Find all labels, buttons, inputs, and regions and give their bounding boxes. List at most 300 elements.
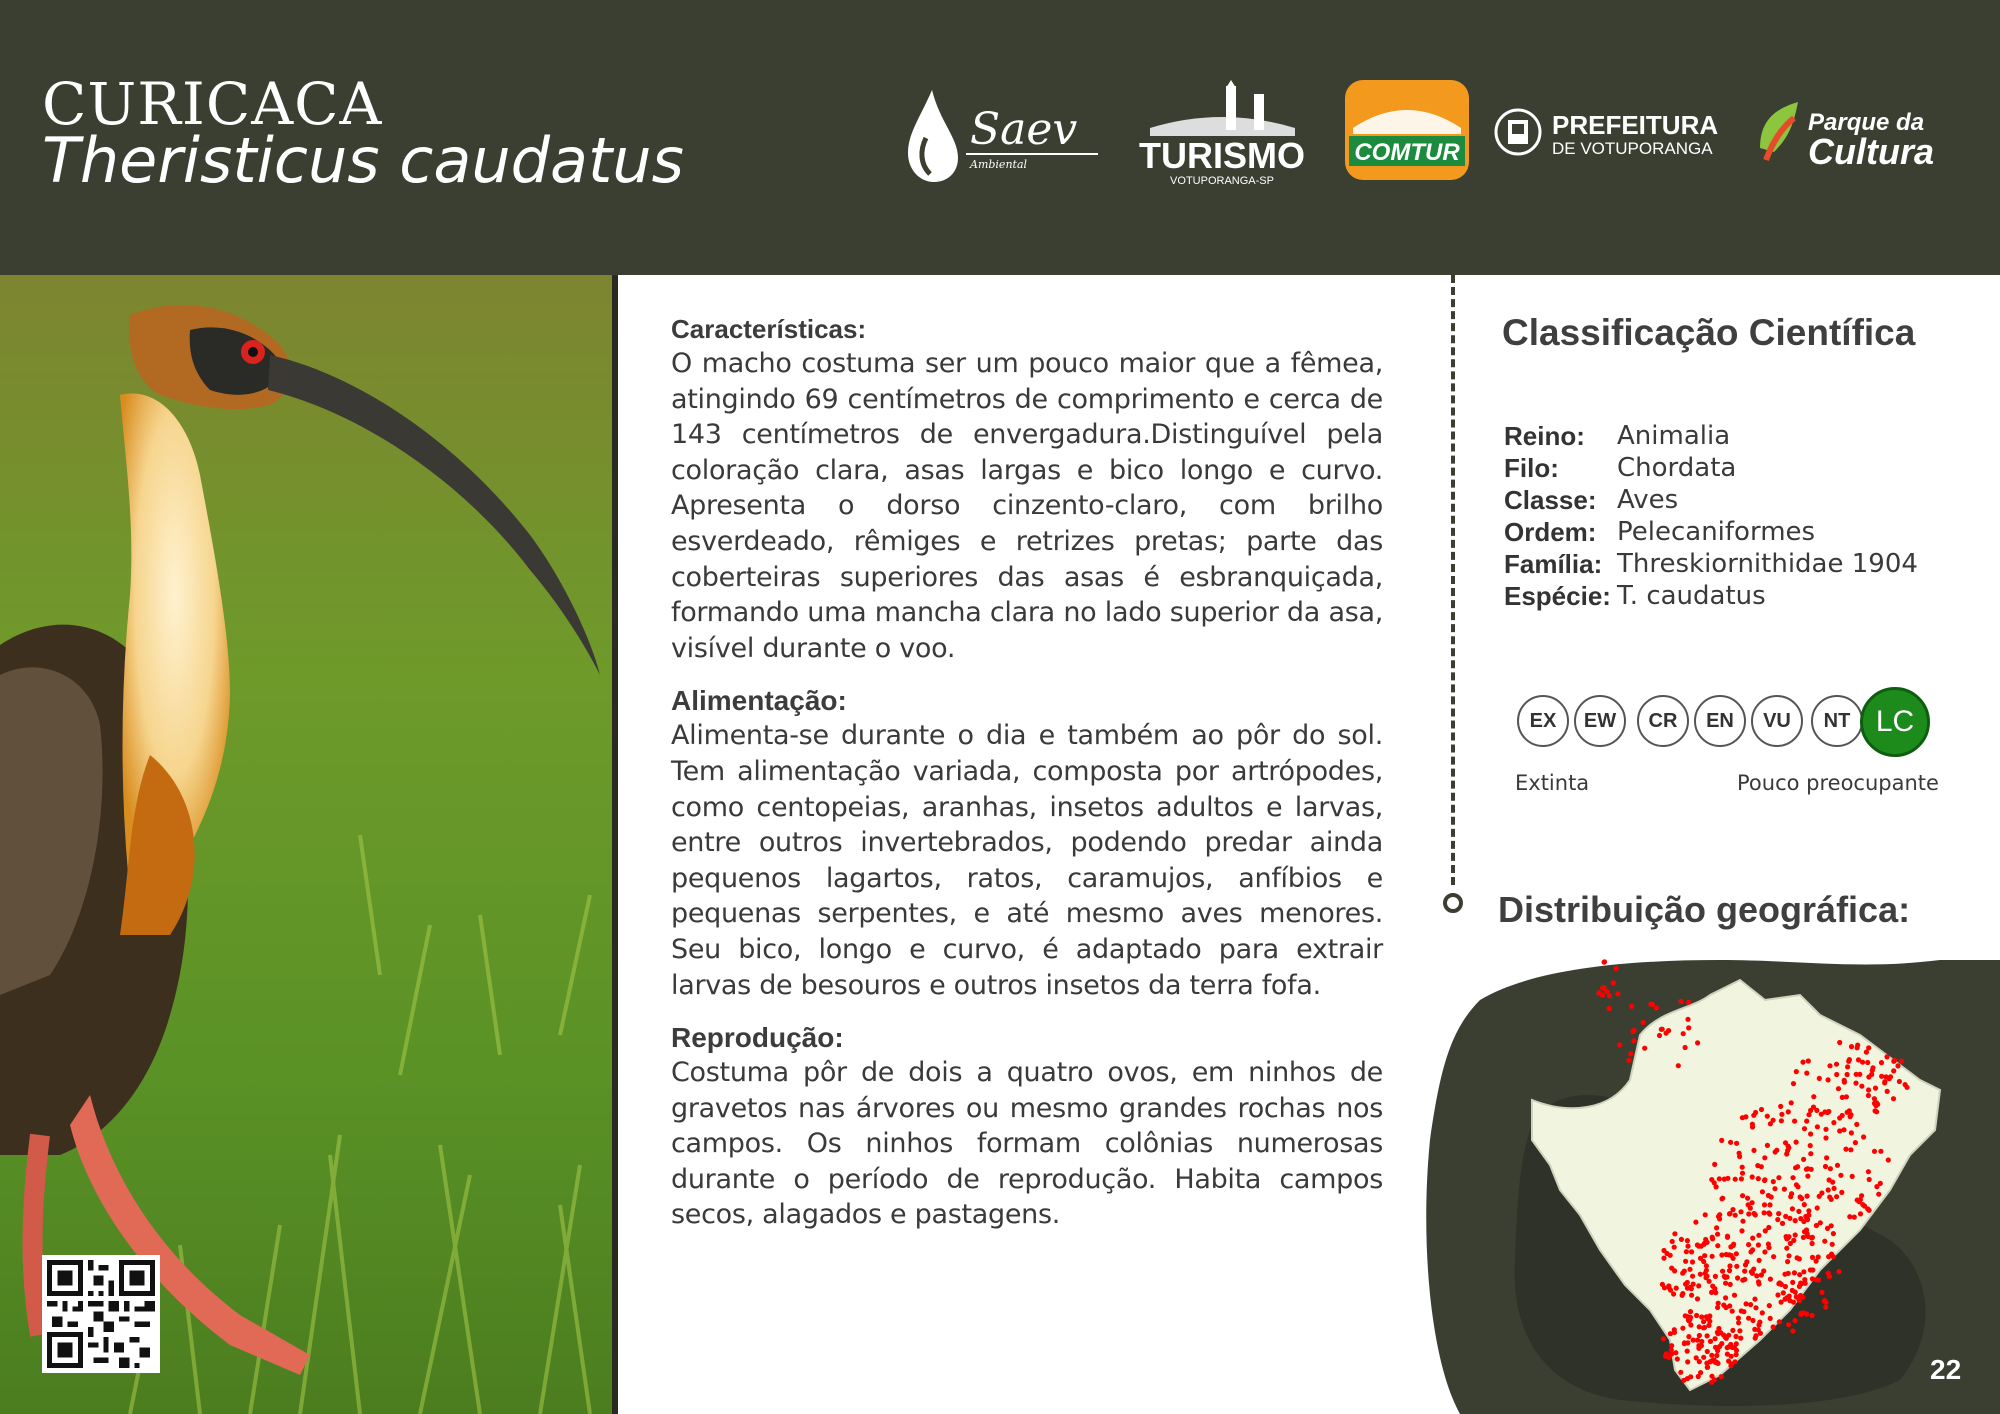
occurrence-point <box>1870 1065 1875 1070</box>
occurrence-point <box>1685 1017 1690 1022</box>
occurrence-point <box>1713 1274 1718 1279</box>
occurrence-point <box>1697 1359 1702 1364</box>
classification-value: Pelecaniformes <box>1617 517 1816 547</box>
occurrence-point <box>1786 1145 1791 1150</box>
occurrence-point <box>1826 1077 1831 1082</box>
occurrence-point <box>1686 1025 1691 1030</box>
occurrence-point <box>1664 1031 1669 1036</box>
occurrence-point <box>1874 1109 1879 1114</box>
occurrence-point <box>1691 1338 1696 1343</box>
occurrence-point <box>1670 1239 1675 1244</box>
occurrence-point <box>1815 1205 1820 1210</box>
occurrence-point <box>1739 1228 1744 1233</box>
occurrence-point <box>1766 1242 1771 1247</box>
occurrence-point <box>1785 1259 1790 1264</box>
occurrence-point <box>1810 1235 1815 1240</box>
occurrence-point <box>1757 1320 1762 1325</box>
occurrence-point <box>1866 1087 1871 1092</box>
occurrence-point <box>1832 1186 1837 1191</box>
occurrence-point <box>1719 1341 1724 1346</box>
occurrence-point <box>1827 1195 1832 1200</box>
occurrence-point <box>1891 1068 1896 1073</box>
occurrence-point <box>1678 1370 1683 1375</box>
occurrence-point <box>1753 1336 1758 1341</box>
occurrence-point <box>1854 1072 1859 1077</box>
occurrence-point <box>1765 1143 1770 1148</box>
occurrence-point <box>1750 1318 1755 1323</box>
occurrence-point <box>1685 1238 1690 1243</box>
classification-key: Filo: <box>1504 453 1559 483</box>
occurrence-point <box>1823 1135 1828 1140</box>
occurrence-point <box>1744 1259 1749 1264</box>
occurrence-point <box>1678 999 1683 1004</box>
occurrence-point <box>1727 1263 1732 1268</box>
prefeitura-logo-text: PREFEITURA <box>1552 110 1719 140</box>
occurrence-point <box>1740 1219 1745 1224</box>
occurrence-point <box>1733 1213 1738 1218</box>
occurrence-point <box>1853 1081 1858 1086</box>
occurrence-point <box>1669 1266 1674 1271</box>
occurrence-point <box>1685 1244 1690 1249</box>
occurrence-point <box>1738 1336 1743 1341</box>
occurrence-point <box>1793 1290 1798 1295</box>
occurrence-point <box>1689 1249 1694 1254</box>
occurrence-point <box>1777 1319 1782 1324</box>
occurrence-point <box>1704 1361 1709 1366</box>
occurrence-point <box>1740 1193 1745 1198</box>
classification-row-ordem <box>1504 516 1918 548</box>
occurrence-point <box>1752 1297 1757 1302</box>
description-column <box>671 312 1383 1251</box>
occurrence-point <box>1728 1282 1733 1287</box>
status-cr-badge: CR <box>1637 695 1689 747</box>
occurrence-point <box>1805 1194 1810 1199</box>
occurrence-point <box>1771 1179 1776 1184</box>
occurrence-point <box>1707 1319 1712 1324</box>
occurrence-point <box>1739 1308 1744 1313</box>
occurrence-point <box>1641 1020 1646 1025</box>
occurrence-point <box>1666 1283 1671 1288</box>
occurrence-point <box>1843 1147 1848 1152</box>
occurrence-point <box>1701 1355 1706 1360</box>
occurrence-point <box>1805 1217 1810 1222</box>
occurrence-point <box>1816 1254 1821 1259</box>
occurrence-point <box>1713 1336 1718 1341</box>
occurrence-point <box>1730 1207 1735 1212</box>
occurrence-point <box>1790 1280 1795 1285</box>
dashed-divider <box>1451 275 1455 885</box>
occurrence-point <box>1631 1038 1636 1043</box>
occurrence-point <box>1776 1175 1781 1180</box>
occurrence-point <box>1864 1050 1869 1055</box>
occurrence-point <box>1628 1051 1633 1056</box>
occurrence-point <box>1797 1272 1802 1277</box>
occurrence-point <box>1891 1096 1896 1101</box>
occurrence-point <box>1737 1154 1742 1159</box>
occurrence-point <box>1817 1076 1822 1081</box>
occurrence-point <box>1827 1063 1832 1068</box>
occurrence-point <box>1891 1059 1896 1064</box>
occurrence-point <box>1779 1118 1784 1123</box>
occurrence-point <box>1848 1147 1853 1152</box>
occurrence-point <box>1685 1280 1690 1285</box>
occurrence-point <box>1715 1243 1720 1248</box>
classification-row-filo <box>1504 452 1918 484</box>
parque-logo-line1: Parque da <box>1808 109 1925 136</box>
occurrence-point <box>1866 1169 1871 1174</box>
occurrence-point <box>1720 1269 1725 1274</box>
classification-row-reino <box>1504 420 1918 452</box>
occurrence-point <box>1710 1284 1715 1289</box>
parque-logo <box>1754 78 1954 188</box>
occurrence-point <box>1885 1089 1890 1094</box>
occurrence-point <box>1743 1114 1748 1119</box>
saev-logo <box>902 78 1104 188</box>
occurrence-point <box>1697 1324 1702 1329</box>
occurrence-point <box>1861 1134 1866 1139</box>
comtur-logo-text: COMTUR <box>1354 139 1460 166</box>
photo-divider <box>612 275 618 1414</box>
occurrence-point <box>1661 1336 1666 1341</box>
occurrence-point <box>1805 1234 1810 1239</box>
occurrence-point <box>1709 1380 1714 1385</box>
classification-key: Espécie: <box>1504 581 1611 611</box>
occurrence-point <box>1761 1268 1766 1273</box>
occurrence-point <box>1767 1202 1772 1207</box>
occurrence-point <box>1845 1064 1850 1069</box>
classification-value: Animalia <box>1617 421 1731 451</box>
occurrence-point <box>1701 1319 1706 1324</box>
occurrence-point <box>1686 1334 1691 1339</box>
occurrence-point <box>1727 1268 1732 1273</box>
occurrence-point <box>1730 1309 1735 1314</box>
occurrence-point <box>1667 1355 1672 1360</box>
classification-row-classe <box>1504 484 1918 516</box>
occurrence-point <box>1819 1112 1824 1117</box>
occurrence-point <box>1831 1120 1836 1125</box>
occurrence-point <box>1897 1079 1902 1084</box>
occurrence-point <box>1836 1086 1841 1091</box>
brazil-map <box>1420 940 2000 1414</box>
occurrence-point <box>1874 1100 1879 1105</box>
occurrence-point <box>1802 1229 1807 1234</box>
occurrence-point <box>1719 1138 1724 1143</box>
occurrence-point <box>1806 1058 1811 1063</box>
prefeitura-logo <box>1494 78 1730 188</box>
occurrence-point <box>1771 1324 1776 1329</box>
occurrence-point <box>1834 1062 1839 1067</box>
occurrence-point <box>1685 1286 1690 1291</box>
occurrence-point <box>1878 1181 1883 1186</box>
turismo-logo-sub: VOTUPORANGA-SP <box>1170 175 1274 187</box>
occurrence-point <box>1762 1178 1767 1183</box>
occurrence-point <box>1683 1045 1688 1050</box>
occurrence-point <box>1719 1196 1724 1201</box>
occurrence-point <box>1709 1177 1714 1182</box>
occurrence-point <box>1750 1174 1755 1179</box>
occurrence-point <box>1753 1305 1758 1310</box>
occurrence-point <box>1675 1356 1680 1361</box>
occurrence-point <box>1735 1275 1740 1280</box>
occurrence-point <box>1751 1267 1756 1272</box>
occurrence-point <box>1879 1074 1884 1079</box>
occurrence-point <box>1784 1236 1789 1241</box>
occurrence-point <box>1751 1148 1756 1153</box>
occurrence-point <box>1681 1378 1686 1383</box>
occurrence-point <box>1780 1221 1785 1226</box>
occurrence-point <box>1762 1249 1767 1254</box>
occurrence-point <box>1694 1313 1699 1318</box>
occurrence-point <box>1882 1080 1887 1085</box>
occurrence-point <box>1748 1302 1753 1307</box>
occurrence-point <box>1858 1211 1863 1216</box>
occurrence-point <box>1814 1277 1819 1282</box>
occurrence-point <box>1767 1212 1772 1217</box>
occurrence-point <box>1688 1309 1693 1314</box>
classification-value: Chordata <box>1617 453 1737 483</box>
occurrence-point <box>1782 1187 1787 1192</box>
occurrence-point <box>1650 1002 1655 1007</box>
occurrence-point <box>1716 1331 1721 1336</box>
occurrence-point <box>1802 1126 1807 1131</box>
occurrence-point <box>1669 1347 1674 1352</box>
occurrence-point <box>1660 1027 1665 1032</box>
occurrence-point <box>1695 1242 1700 1247</box>
occurrence-point <box>1850 1174 1855 1179</box>
occurrence-point <box>1688 1374 1693 1379</box>
occurrence-point <box>1791 1081 1796 1086</box>
occurrence-point <box>1714 1184 1719 1189</box>
occurrence-point <box>1800 1060 1805 1065</box>
occurrence-point <box>1696 1283 1701 1288</box>
occurrence-point <box>1826 1254 1831 1259</box>
occurrence-point <box>1709 1353 1714 1358</box>
occurrence-point <box>1768 1121 1773 1126</box>
occurrence-point <box>1673 1350 1678 1355</box>
occurrence-point <box>1824 1155 1829 1160</box>
occurrence-point <box>1793 1218 1798 1223</box>
occurrence-point <box>1731 1256 1736 1261</box>
occurrence-point <box>1760 1189 1765 1194</box>
occurrence-point <box>1732 1293 1737 1298</box>
qr-code-pattern <box>47 1260 155 1368</box>
occurrence-point <box>1704 1263 1709 1268</box>
occurrence-point <box>1715 1305 1720 1310</box>
status-vu-badge: VU <box>1751 695 1803 747</box>
occurrence-point <box>1717 1176 1722 1181</box>
comtur-logo <box>1343 78 1471 188</box>
occurrence-point <box>1698 1370 1703 1375</box>
occurrence-point <box>1746 1242 1751 1247</box>
occurrence-point <box>1725 1234 1730 1239</box>
occurrence-point <box>1808 1143 1813 1148</box>
occurrence-point <box>1698 1272 1703 1277</box>
occurrence-point <box>1759 1107 1764 1112</box>
occurrence-point <box>1777 1280 1782 1285</box>
occurrence-point <box>1783 1284 1788 1289</box>
occurrence-point <box>1786 1253 1791 1258</box>
occurrence-point <box>1740 1278 1745 1283</box>
occurrence-point <box>1792 1318 1797 1323</box>
occurrence-point <box>1704 1314 1709 1319</box>
occurrence-point <box>1661 1256 1666 1261</box>
occurrence-point <box>1614 966 1619 971</box>
occurrence-point <box>1792 1119 1797 1124</box>
occurrence-point <box>1672 1245 1677 1250</box>
qr-code[interactable] <box>42 1255 160 1373</box>
occurrence-point <box>1682 1269 1687 1274</box>
occurrence-point <box>1842 1078 1847 1083</box>
occurrence-point <box>1705 1333 1710 1338</box>
occurrence-point <box>1715 1232 1720 1237</box>
occurrence-point <box>1798 1281 1803 1286</box>
occurrence-point <box>1723 1275 1728 1280</box>
occurrence-point <box>1693 1220 1698 1225</box>
occurrence-point <box>1689 1293 1694 1298</box>
occurrence-point <box>1776 1211 1781 1216</box>
caracteristicas-text: O macho costuma ser um pouco maior que a fêmea, atingindo 69 centímetros de comprimento e cerca de 143 centímetros de envergadura.Distinguível pela coloração clara, asas largas e bico longo e curvo. Apresenta o dorso cinzento-claro, com brilho esverdeado, rêmiges e retrizes pretas; parte das coberteiras superiores das asas é esbranquiçada, formando uma mancha clara no lado superior da asa, visível durante o voo. <box>671 348 1383 664</box>
occurrence-point <box>1684 1249 1689 1254</box>
occurrence-point <box>1642 1046 1647 1051</box>
occurrence-point <box>1617 1042 1622 1047</box>
occurrence-point <box>1830 1242 1835 1247</box>
occurrence-point <box>1734 1264 1739 1269</box>
occurrence-point <box>1690 1274 1695 1279</box>
occurrence-point <box>1760 1310 1765 1315</box>
alimentacao-text: Alimenta-se durante o dia e também ao pôr do sol. Tem alimentação variada, composta por artrópodes, como centopeias, aranhas, insetos adultos e larvas, entre outros invertebrados, podendo predar ainda pequenos lagartos, ratos, caramujos, anfíbios e pequenas serpentes, e até mesmo aves menores. Seu bico, longo e curvo, é adaptado para extrair larvas de besouros e outros insetos da terra fofa. <box>671 720 1383 1001</box>
occurrence-point <box>1762 1202 1767 1207</box>
occurrence-point <box>1786 1322 1791 1327</box>
occurrence-point <box>1682 1341 1687 1346</box>
occurrence-point <box>1808 1151 1813 1156</box>
occurrence-point <box>1859 1084 1864 1089</box>
parque-logo-line2: Cultura <box>1808 131 1934 172</box>
occurrence-point <box>1721 1303 1726 1308</box>
occurrence-point <box>1867 1177 1872 1182</box>
occurrence-point <box>1886 1157 1891 1162</box>
occurrence-point <box>1699 1314 1704 1319</box>
occurrence-point <box>1856 1057 1861 1062</box>
occurrence-point <box>1846 1059 1851 1064</box>
occurrence-point <box>1848 1112 1853 1117</box>
occurrence-point <box>1716 1214 1721 1219</box>
occurrence-point <box>1806 1112 1811 1117</box>
occurrence-point <box>1602 959 1607 964</box>
occurrence-point <box>1808 1267 1813 1272</box>
classification-key: Ordem: <box>1504 517 1597 547</box>
occurrence-point <box>1756 1242 1761 1247</box>
occurrence-point <box>1660 1282 1665 1287</box>
reproducao-text: Costuma pôr de dois a quatro ovos, em ninhos de gravetos nas árvores ou mesmo grandes rochas nos campos. Os ninhos formam colônias numerosas durante o período de reprodução. Habita campos secos, alagados e pastagens. <box>671 1057 1383 1231</box>
occurrence-point <box>1773 1149 1778 1154</box>
occurrence-point <box>1629 1004 1634 1009</box>
occurrence-point <box>1701 1259 1706 1264</box>
classification-row-familia <box>1504 548 1918 580</box>
status-ew-badge: EW <box>1574 695 1626 747</box>
occurrence-point <box>1796 1209 1801 1214</box>
occurrence-point <box>1697 1333 1702 1338</box>
occurrence-point <box>1703 1275 1708 1280</box>
occurrence-point <box>1746 1316 1751 1321</box>
occurrence-point <box>1831 1254 1836 1259</box>
occurrence-point <box>1690 1259 1695 1264</box>
occurrence-point <box>1794 1182 1799 1187</box>
classification-value: Threskiornithidae 1904 <box>1617 549 1918 579</box>
occurrence-point <box>1734 1341 1739 1346</box>
occurrence-point <box>1823 1164 1828 1169</box>
reproducao-heading: Reprodução: <box>671 1022 844 1054</box>
occurrence-point <box>1822 1239 1827 1244</box>
occurrence-point <box>1762 1210 1767 1215</box>
classification-row-especie <box>1504 580 1918 612</box>
occurrence-point <box>1710 1235 1715 1240</box>
occurrence-point <box>1674 1286 1679 1291</box>
occurrence-point <box>1783 1297 1788 1302</box>
turismo-logo-text: TURISMO <box>1139 135 1305 176</box>
occurrence-point <box>1759 1164 1764 1169</box>
classification-value: Aves <box>1617 485 1679 515</box>
occurrence-point <box>1788 1241 1793 1246</box>
status-ex-badge: EX <box>1517 695 1569 747</box>
occurrence-point <box>1740 1165 1745 1170</box>
conservation-scale <box>1517 687 1937 751</box>
occurrence-point <box>1872 1149 1877 1154</box>
occurrence-point <box>1899 1059 1904 1064</box>
occurrence-point <box>1810 1255 1815 1260</box>
occurrence-point <box>1866 1093 1871 1098</box>
occurrence-point <box>1828 1166 1833 1171</box>
occurrence-point <box>1865 1060 1870 1065</box>
occurrence-point <box>1772 1186 1777 1191</box>
occurrence-point <box>1806 1213 1811 1218</box>
occurrence-point <box>1854 1122 1859 1127</box>
occurrence-point <box>1710 1254 1715 1259</box>
occurrence-point <box>1703 1237 1708 1242</box>
occurrence-point <box>1766 1193 1771 1198</box>
occurrence-point <box>1823 1305 1828 1310</box>
occurrence-point <box>1794 1069 1799 1074</box>
occurrence-point <box>1767 1303 1772 1308</box>
occurrence-point <box>1699 1339 1704 1344</box>
occurrence-point <box>1604 989 1609 994</box>
occurrence-point <box>1810 1313 1815 1318</box>
occurrence-point <box>1765 1114 1770 1119</box>
occurrence-point <box>1790 1328 1795 1333</box>
occurrence-point <box>1736 1320 1741 1325</box>
occurrence-point <box>1695 1296 1700 1301</box>
occurrence-point <box>1787 1216 1792 1221</box>
occurrence-point <box>1799 1311 1804 1316</box>
occurrence-point <box>1837 1128 1842 1133</box>
occurrence-point <box>1834 1194 1839 1199</box>
occurrence-point <box>1878 1149 1883 1154</box>
occurrence-point <box>1834 1072 1839 1077</box>
occurrence-point <box>1736 1316 1741 1321</box>
occurrence-point <box>1831 1231 1836 1236</box>
occurrence-point <box>1895 1063 1900 1068</box>
occurrence-point <box>1715 1361 1720 1366</box>
occurrence-point <box>1839 1190 1844 1195</box>
occurrence-point <box>1750 1236 1755 1241</box>
occurrence-point <box>1726 1344 1731 1349</box>
occurrence-point <box>1754 1273 1759 1278</box>
occurrence-point <box>1788 1194 1793 1199</box>
distribution-map <box>1420 940 2000 1414</box>
occurrence-point <box>1849 1130 1854 1135</box>
occurrence-point <box>1734 1251 1739 1256</box>
occurrence-point <box>1686 1000 1691 1005</box>
occurrence-point <box>1596 990 1601 995</box>
